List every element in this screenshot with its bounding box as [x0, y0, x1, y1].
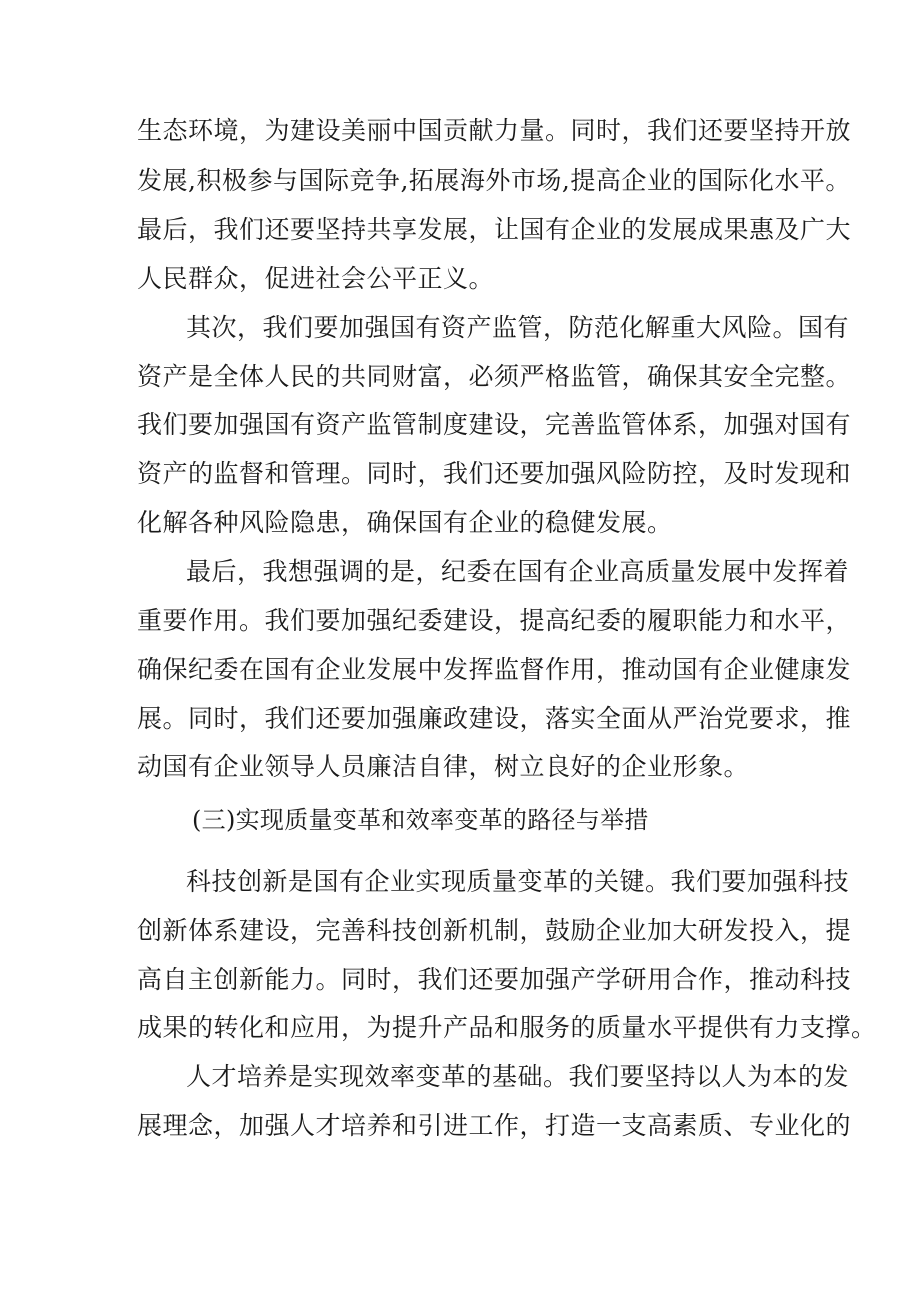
text-line: 最后，我们还要坚持共享发展，让国有企业的发展成果惠及广大: [137, 215, 852, 244]
text-line: 化解各种风险隐患，确保国有企业的稳健发展。: [137, 508, 673, 537]
text-line: 展。同时，我们还要加强廉政建设，落实全面从严治党要求，推: [137, 704, 852, 733]
text-line: 发展,积极参与国际竞争,拓展海外市场,提高企业的国际化水平。: [137, 166, 851, 195]
text-line: 人才培养是实现效率变革的基础。我们要坚持以人为本的发: [186, 1062, 850, 1091]
text-line: 高自主创新能力。同时，我们还要加强产学研用合作，推动科技: [137, 965, 852, 994]
text-line: 展理念，加强人才培养和引进工作，打造一支高素质、专业化的: [137, 1111, 852, 1140]
text-line: 人民群众，促进社会公平正义。: [137, 264, 495, 293]
text-line: 科技创新是国有企业实现质量变革的关键。我们要加强科技: [186, 867, 850, 896]
text-line: 确保纪委在国有企业发展中发挥监督作用，推动国有企业健康发: [137, 655, 852, 684]
text-line: 资产是全体人民的共同财富，必须严格监管，确保其安全完整。: [137, 362, 852, 391]
text-line: 生态环境，为建设美丽中国贡献力量。同时，我们还要坚持开放: [137, 116, 852, 145]
text-line: 成果的转化和应用，为提升产品和服务的质量水平提供有力支撑。: [137, 1013, 877, 1042]
text-line: 资产的监督和管理。同时，我们还要加强风险防控，及时发现和: [137, 459, 852, 488]
text-line: 最后，我想强调的是，纪委在国有企业高质量发展中发挥着: [186, 557, 850, 586]
text-line: 创新体系建设，完善科技创新机制，鼓励企业加大研发投入，提: [137, 916, 852, 945]
text-line: 重要作用。我们要加强纪委建设，提高纪委的履职能力和水平，: [137, 606, 852, 635]
text-line: 我们要加强国有资产监管制度建设，完善监管体系，加强对国有: [137, 410, 852, 439]
text-line: 动国有企业领导人员廉洁自律，树立良好的企业形象。: [137, 752, 750, 781]
section-heading: (三)实现质量变革和效率变革的路径与举措: [192, 806, 649, 834]
text-line: 其次，我们要加强国有资产监管，防范化解重大风险。国有: [186, 313, 850, 342]
